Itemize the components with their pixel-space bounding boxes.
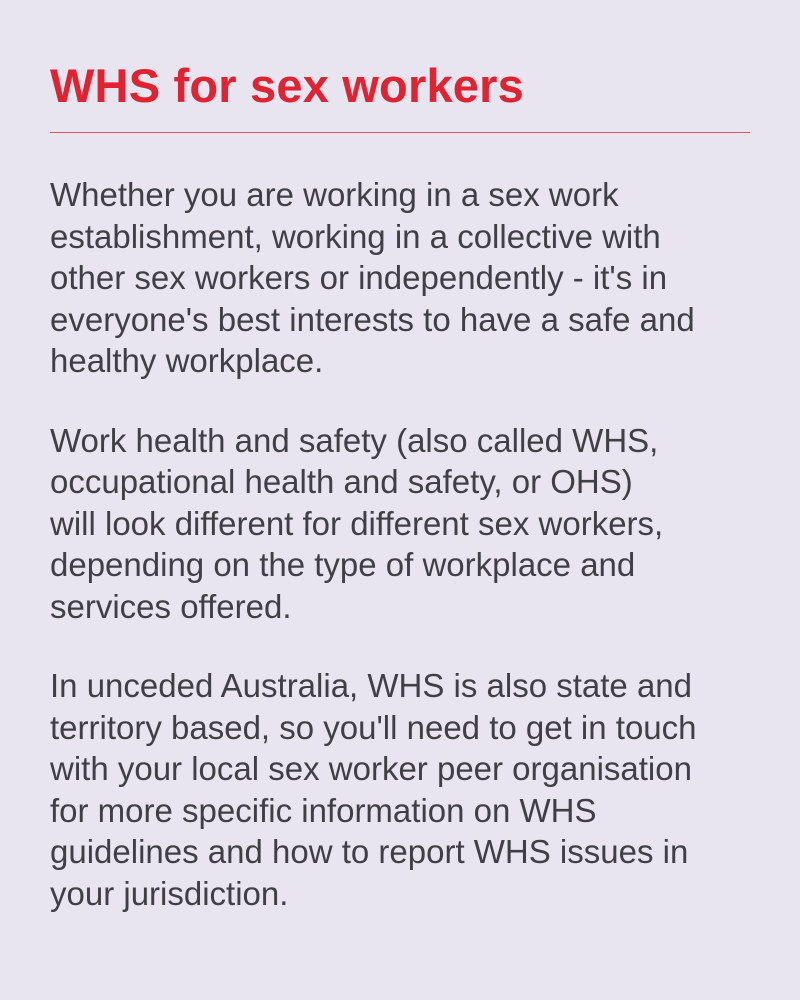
- text-line: services offered.: [50, 587, 292, 625]
- text-line: guidelines and how to report WHS issues in: [50, 833, 689, 870]
- text-line: territory based, so you'll need to get in touch: [50, 708, 697, 746]
- text-line: with your local sex worker peer organisation: [50, 750, 692, 787]
- text-line: other sex workers or independently - it's in: [50, 259, 668, 296]
- text-line: Work health and safety (also called WHS,: [50, 421, 659, 459]
- title-divider: [50, 132, 750, 133]
- text-line: for more specific information on WHS: [50, 791, 597, 829]
- text-line: healthy workplace.: [50, 342, 324, 379]
- content-card: [50, 0, 750, 952]
- text-line: your jurisdiction.: [50, 874, 289, 912]
- text-line: will look different for different sex workers,: [50, 504, 664, 542]
- page-title: WHS for sex workers: [50, 59, 524, 112]
- body-text: [50, 174, 750, 914]
- text-line: depending on the type of workplace and: [50, 546, 636, 583]
- text-line: occupational health and safety, or OHS): [50, 463, 633, 500]
- text-line: Whether you are working in a sex work: [50, 176, 619, 213]
- paragraph-whs-definition: [50, 420, 750, 628]
- text-line: establishment, working in a collective with: [50, 217, 661, 255]
- text-line: In unceded Australia, WHS is also state and: [50, 667, 693, 704]
- paragraph-intro: [50, 174, 750, 382]
- paragraph-state-based: [50, 665, 750, 914]
- text-line: everyone's best interests to have a safe and: [50, 300, 695, 338]
